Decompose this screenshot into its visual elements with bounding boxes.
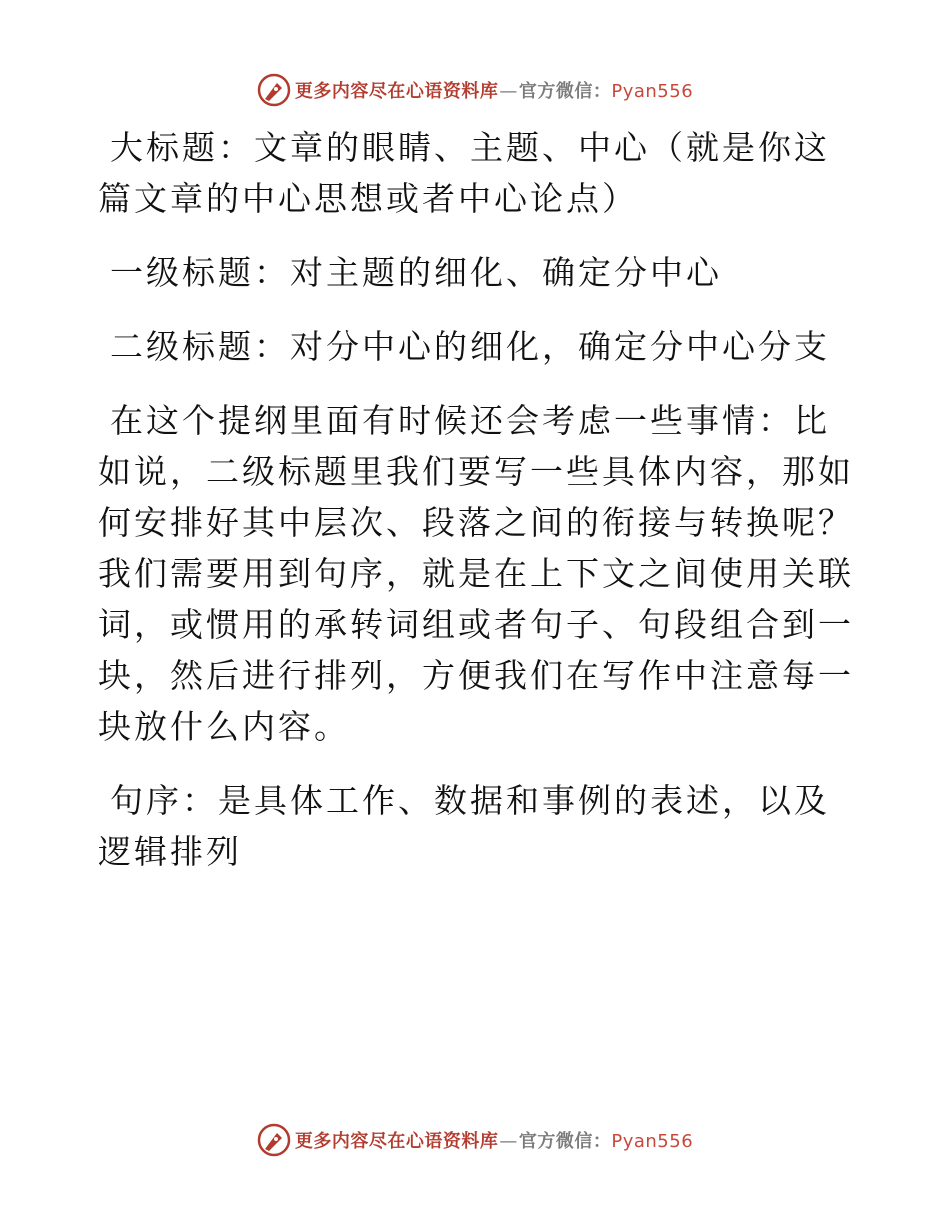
watermark-text: 更多内容尽在心语资料库—官方微信：Pyan556: [294, 81, 694, 102]
paragraph-outline-note: 在这个提纲里面有时候还会考虑一些事情：比如说，二级标题里我们要写一些具体内容，那如何安排好其中层次、段落之间的衔接与转换呢？我们需要用到句序，就是在上下文之间使用关联词，或惯用的承转词组或者句子、句段组合到一块，然后进行排列，方便我们在写作中注意每一块放什么内容。: [98, 401, 854, 746]
footer-watermark: [0, 1120, 950, 1160]
header-watermark: [0, 70, 950, 110]
watermark-text: 更多内容尽在心语资料库—官方微信：Pyan556: [294, 1131, 694, 1152]
paragraph-level2-title: 二级标题：对分中心的细化，确定分中心分支: [110, 327, 830, 366]
paragraph-main-title: 大标题：文章的眼睛、主题、中心（就是你这篇文章的中心思想或者中心论点）: [98, 128, 830, 218]
pen-nib-logo-icon: [257, 1123, 291, 1157]
paragraph-sentence-order: 句序：是具体工作、数据和事例的表述，以及逻辑排列: [98, 781, 830, 871]
document-body: [98, 122, 858, 900]
pen-nib-logo-icon: [257, 73, 291, 107]
paragraph-level1-title: 一级标题：对主题的细化、确定分中心: [110, 253, 722, 292]
